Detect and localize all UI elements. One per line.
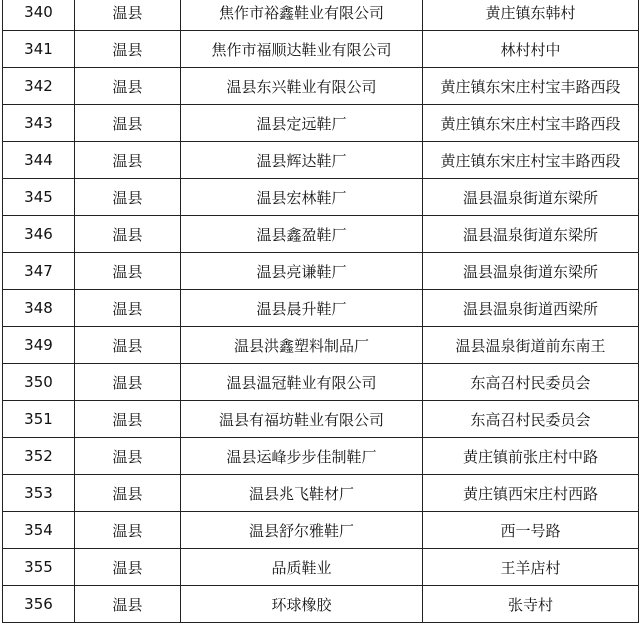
cell-number: 354	[3, 512, 75, 549]
table-row	[3, 512, 639, 549]
cell-address: 黄庄镇前张庄村中路	[423, 438, 639, 475]
cell-company-name: 温县兆飞鞋材厂	[181, 475, 423, 512]
cell-number: 348	[3, 290, 75, 327]
cell-address: 黄庄镇东韩村	[423, 0, 639, 31]
cell-company-name: 环球橡胶	[181, 586, 423, 623]
cell-county: 温县	[75, 438, 181, 475]
table-row	[3, 290, 639, 327]
cell-number: 340	[3, 0, 75, 31]
cell-county: 温县	[75, 549, 181, 586]
cell-number: 345	[3, 179, 75, 216]
cell-company-name: 焦作市福顺达鞋业有限公司	[181, 31, 423, 68]
cell-county: 温县	[75, 0, 181, 31]
cell-company-name: 温县鑫盈鞋厂	[181, 216, 423, 253]
cell-number: 342	[3, 68, 75, 105]
cell-address: 温县温泉街道前东南王	[423, 327, 639, 364]
cell-county: 温县	[75, 586, 181, 623]
cell-county: 温县	[75, 31, 181, 68]
table-row	[3, 68, 639, 105]
table-row	[3, 401, 639, 438]
cell-number: 344	[3, 142, 75, 179]
cell-number: 350	[3, 364, 75, 401]
cell-address: 东高召村民委员会	[423, 364, 639, 401]
cell-number: 347	[3, 253, 75, 290]
cell-address: 温县温泉街道西梁所	[423, 290, 639, 327]
cell-company-name: 温县晨升鞋厂	[181, 290, 423, 327]
cell-county: 温县	[75, 216, 181, 253]
cell-address: 温县温泉街道东梁所	[423, 216, 639, 253]
cell-number: 346	[3, 216, 75, 253]
table-row	[3, 142, 639, 179]
cell-company-name: 品质鞋业	[181, 549, 423, 586]
table-row	[3, 327, 639, 364]
cell-company-name: 温县宏林鞋厂	[181, 179, 423, 216]
cell-county: 温县	[75, 105, 181, 142]
cell-number: 349	[3, 327, 75, 364]
cell-address: 温县温泉街道东梁所	[423, 253, 639, 290]
cell-number: 352	[3, 438, 75, 475]
table-row	[3, 586, 639, 623]
cell-address: 张寺村	[423, 586, 639, 623]
cell-address: 东高召村民委员会	[423, 401, 639, 438]
cell-county: 温县	[75, 253, 181, 290]
cell-county: 温县	[75, 327, 181, 364]
cell-county: 温县	[75, 68, 181, 105]
cell-county: 温县	[75, 179, 181, 216]
table-row	[3, 0, 639, 31]
cell-address: 黄庄镇东宋庄村宝丰路西段	[423, 142, 639, 179]
table-row	[3, 438, 639, 475]
cell-address: 西一号路	[423, 512, 639, 549]
table-row	[3, 549, 639, 586]
cell-company-name: 温县东兴鞋业有限公司	[181, 68, 423, 105]
cell-county: 温县	[75, 475, 181, 512]
cell-company-name: 焦作市裕鑫鞋业有限公司	[181, 0, 423, 31]
cell-company-name: 温县有福坊鞋业有限公司	[181, 401, 423, 438]
cell-address: 黄庄镇西宋庄村西路	[423, 475, 639, 512]
table-row	[3, 31, 639, 68]
cell-county: 温县	[75, 512, 181, 549]
cell-company-name: 温县亮谦鞋厂	[181, 253, 423, 290]
table-row	[3, 216, 639, 253]
cell-company-name: 温县定远鞋厂	[181, 105, 423, 142]
table-row	[3, 475, 639, 512]
cell-county: 温县	[75, 364, 181, 401]
cell-address: 王羊店村	[423, 549, 639, 586]
cell-company-name: 温县运峰步步佳制鞋厂	[181, 438, 423, 475]
cell-number: 351	[3, 401, 75, 438]
cell-county: 温县	[75, 401, 181, 438]
cell-address: 林村村中	[423, 31, 639, 68]
table-row	[3, 253, 639, 290]
cell-address: 黄庄镇东宋庄村宝丰路西段	[423, 105, 639, 142]
cell-address: 黄庄镇东宋庄村宝丰路西段	[423, 68, 639, 105]
table-row	[3, 179, 639, 216]
cell-number: 356	[3, 586, 75, 623]
cell-address: 温县温泉街道东梁所	[423, 179, 639, 216]
cell-company-name: 温县洪鑫塑料制品厂	[181, 327, 423, 364]
table-body	[3, 0, 639, 623]
table-row	[3, 364, 639, 401]
cell-company-name: 温县舒尔雅鞋厂	[181, 512, 423, 549]
cell-county: 温县	[75, 290, 181, 327]
cell-number: 341	[3, 31, 75, 68]
enterprise-table	[2, 0, 639, 623]
cell-company-name: 温县温冠鞋业有限公司	[181, 364, 423, 401]
cell-number: 355	[3, 549, 75, 586]
cell-county: 温县	[75, 142, 181, 179]
cell-number: 343	[3, 105, 75, 142]
cell-company-name: 温县辉达鞋厂	[181, 142, 423, 179]
cell-number: 353	[3, 475, 75, 512]
table-row	[3, 105, 639, 142]
